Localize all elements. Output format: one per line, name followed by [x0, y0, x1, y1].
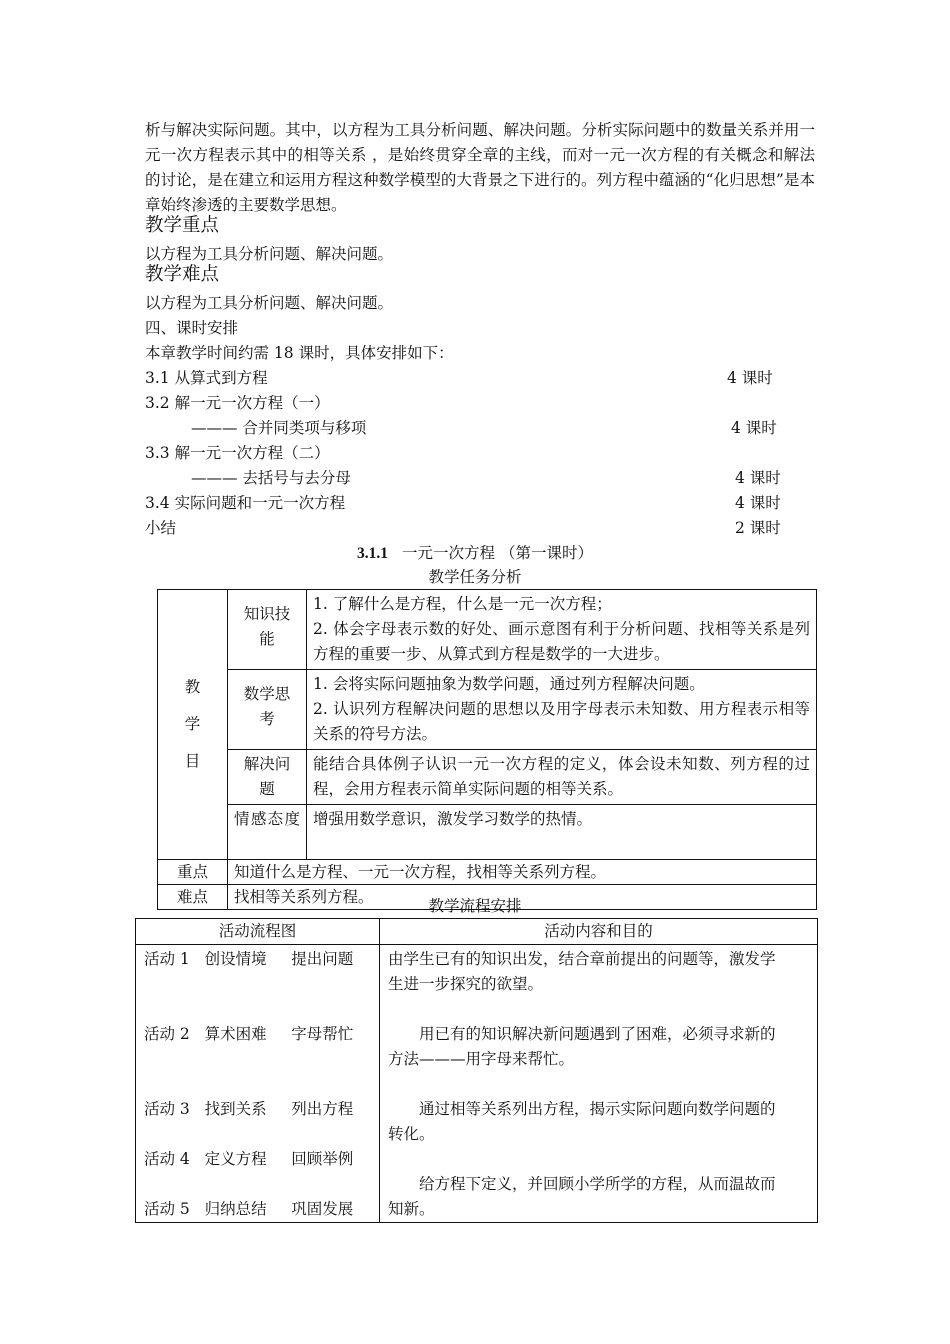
schedule-item-hours: 4 课时 — [731, 419, 777, 437]
flow-contents — [380, 945, 818, 1223]
activity-item: 活动 5 归纳总结 巩固发展 — [144, 1200, 354, 1218]
activity-item: 活动 1 创设情境 提出问题 — [144, 950, 354, 968]
schedule-intro: 本章教学时间约需 18 课时，具体安排如下： — [145, 344, 454, 362]
flow-title: 教学流程安排 — [428, 897, 522, 915]
goal-category: 知识技能 — [228, 590, 307, 670]
intro-paragraph: 析与解决实际问题。其中，以方程为工具分析问题、解决问题。分析实际问题中的数量关系并用一元一次方程表示其中的相等关系 ，是始终贯穿全章的主线，而对一元一次方程的有关概念和解法的讨论，是在建立和运用方程这种数学模型的大背景之下进行的。列方程中蕴涵的“化归思想”是本章始终渗透的主要数学思想。 — [145, 121, 815, 214]
schedule-item-sub: ——— 去括号与去分母 — [191, 469, 351, 487]
key-point-label: 重点 — [158, 860, 228, 885]
content-line: 给方程下定义，并回顾小学所学的方程，从而温故而 — [419, 1175, 776, 1193]
activity-item: 活动 4 定义方程 回顾举例 — [144, 1150, 354, 1168]
content-line: 由学生已有的知识出发，结合章前提出的问题等，激发学 — [388, 950, 776, 968]
goal-line: 1. 了解什么是方程，什么是一元一次方程； — [313, 595, 612, 613]
content-line: 方法———用字母来帮忙。 — [388, 1050, 575, 1068]
goals-label: 教 学 目 — [184, 678, 201, 770]
schedule-item-label: 小结 — [145, 519, 177, 537]
goal-content — [307, 670, 817, 750]
activity-item: 活动 3 找到关系 列出方程 — [144, 1100, 354, 1118]
schedule-item-label: 3.3 解一元一次方程（二） — [145, 444, 330, 462]
key-points-text: 以方程为工具分析问题、解决问题。 — [145, 245, 394, 263]
goal-content — [307, 750, 817, 805]
goal-content — [307, 590, 817, 670]
difficulties-heading: 教学难点 — [145, 264, 220, 285]
lesson-title — [0, 541, 950, 566]
schedule-item-label: 3.2 解一元一次方程（一） — [145, 394, 330, 412]
goal-content — [307, 805, 817, 860]
schedule-item-hours: 4 课时 — [727, 369, 773, 387]
goal-line: 增强用数学意识，激发学习数学的热情。 — [313, 810, 593, 828]
schedule-item-hours: 4 课时 — [735, 469, 781, 487]
key-point-text: 知道什么是方程、一元一次方程，找相等关系列方程。 — [228, 860, 817, 885]
activity-item: 活动 2 算术困难 字母帮忙 — [144, 1025, 354, 1043]
flow-header-right: 活动内容和目的 — [380, 919, 818, 945]
schedule-item-label: 3.4 实际问题和一元一次方程 — [145, 494, 346, 512]
lesson-name: 一元一次方程 （第一课时） — [402, 544, 593, 562]
difficulty-text: 找相等关系列方程。 — [228, 885, 817, 910]
content-line: 知新。 — [388, 1200, 435, 1218]
content-line: 转化。 — [388, 1125, 435, 1143]
lesson-number: 3.1.1 — [357, 545, 389, 562]
schedule-item-label: 3.1 从算式到方程 — [145, 369, 268, 387]
goal-line: 能结合具体例子认识一元一次方程的定义，体会设未知数、列方程的过程，会用方程表示简单实际问题的相等关系。 — [313, 755, 810, 798]
goal-line: 2. 体会字母表示数的好处、画示意图有利于分析问题、找相等关系是列方程的重要一步、从算式到方程是数学的一大进步。 — [313, 620, 810, 663]
key-points-heading: 教学重点 — [145, 215, 220, 236]
flow-activities — [136, 945, 380, 1223]
goal-category: 情感态度 — [228, 805, 307, 860]
content-line: 生进一步探究的欲望。 — [388, 975, 544, 993]
goal-line: 2. 认识列方程解决问题的思想以及用字母表示未知数、用方程表示相等关系的符号方法。 — [313, 700, 810, 743]
goal-category: 解决问题 — [228, 750, 307, 805]
schedule-item-sub: ——— 合并同类项与移项 — [191, 419, 367, 437]
content-line: 用已有的知识解决新问题遇到了困难，必须寻求新的 — [419, 1025, 776, 1043]
goal-category: 数学思考 — [228, 670, 307, 750]
task-analysis-table — [157, 589, 817, 910]
schedule-item-hours: 4 课时 — [735, 494, 781, 512]
schedule-heading: 四、课时安排 — [145, 319, 239, 337]
schedule-item-hours: 2 课时 — [735, 519, 781, 537]
task-analysis-title: 教学任务分析 — [428, 568, 522, 586]
goals-cell — [158, 590, 228, 860]
flow-header-left: 活动流程图 — [136, 919, 380, 945]
difficulties-text: 以方程为工具分析问题、解决问题。 — [145, 294, 394, 312]
content-line: 通过相等关系列出方程，揭示实际问题向数学问题的 — [419, 1100, 776, 1118]
goal-line: 1. 会将实际问题抽象为数学问题，通过列方程解决问题。 — [313, 675, 705, 693]
difficulty-label: 难点 — [158, 885, 228, 910]
flow-table — [135, 918, 818, 1223]
